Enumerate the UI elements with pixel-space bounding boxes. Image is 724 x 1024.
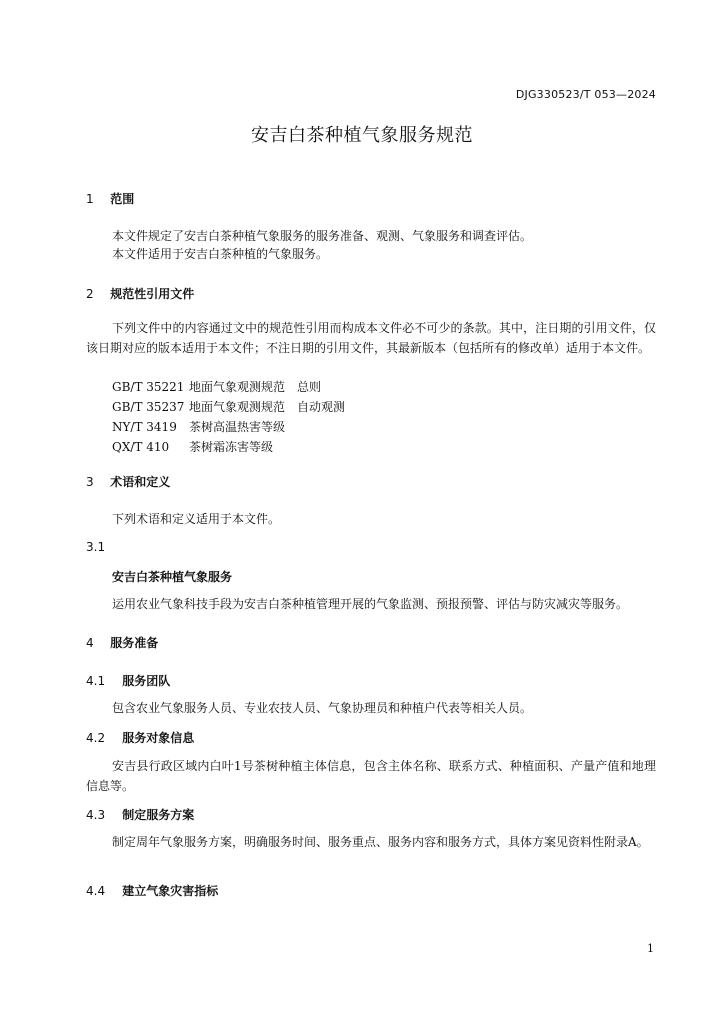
subsection-3-1-number: 3.1 bbox=[86, 540, 106, 554]
section-title: 范围 bbox=[110, 192, 135, 206]
section-number: 4 bbox=[86, 636, 94, 650]
subsection-4-3-heading bbox=[86, 806, 194, 823]
subsection-number: 4.1 bbox=[86, 674, 106, 688]
section-number: 1 bbox=[86, 192, 94, 206]
subsection-number: 4.4 bbox=[86, 884, 106, 898]
reference-title: 茶树霜冻害等级 bbox=[189, 440, 274, 454]
subsection-number: 4.3 bbox=[86, 808, 106, 822]
section-2-heading bbox=[86, 285, 194, 302]
reference-title: 茶树高温热害等级 bbox=[189, 420, 286, 434]
section-title: 术语和定义 bbox=[110, 475, 171, 489]
reference-item bbox=[112, 397, 345, 417]
section-2-paragraph-1: 下列文件中的内容通过文中的规范性引用而构成本文件必不可少的条款。其中，注日期的引用文件，仅该日期对应的版本适用于本文件；不注日期的引用文件，其最新版本（包括所有的修改单）适用于本文件。 bbox=[86, 321, 656, 355]
reference-item bbox=[112, 417, 345, 437]
subsection-title: 制定服务方案 bbox=[122, 808, 195, 822]
reference-item bbox=[112, 437, 345, 457]
section-1-paragraph-2: 本文件适用于安吉白茶种植的气象服务。 bbox=[112, 247, 329, 261]
subsection-4-4-heading bbox=[86, 882, 218, 899]
subsection-title: 服务团队 bbox=[122, 674, 171, 688]
section-3-paragraph-1: 下列术语和定义适用于本文件。 bbox=[112, 512, 281, 526]
section-4-heading bbox=[86, 634, 158, 651]
reference-code: NY/T 3419 bbox=[112, 420, 177, 434]
section-3-heading bbox=[86, 473, 170, 490]
subsection-title: 建立气象灾害指标 bbox=[122, 884, 219, 898]
section-title: 规范性引用文件 bbox=[110, 287, 195, 301]
subsection-4-3-paragraph: 制定周年气象服务方案，明确服务时间、服务重点、服务内容和服务方式，具体方案见资料性附录A。 bbox=[112, 835, 649, 849]
subsection-4-2-heading bbox=[86, 729, 194, 746]
reference-code: QX/T 410 bbox=[112, 440, 170, 454]
section-1-heading bbox=[86, 190, 134, 207]
section-number: 3 bbox=[86, 475, 94, 489]
document-code: DJG330523/T 053—2024 bbox=[515, 88, 656, 101]
reference-code: GB/T 35221 bbox=[112, 380, 185, 394]
subsection-title: 服务对象信息 bbox=[122, 731, 195, 745]
document-title: 安吉白茶种植气象服务规范 bbox=[251, 125, 473, 146]
reference-code: GB/T 35237 bbox=[112, 400, 185, 414]
normative-references-list bbox=[112, 377, 345, 457]
section-title: 服务准备 bbox=[110, 636, 159, 650]
section-1-paragraph-1: 本文件规定了安吉白茶种植气象服务的服务准备、观测、气象服务和调查评估。 bbox=[112, 229, 533, 243]
subsection-4-1-paragraph: 包含农业气象服务人员、专业农技人员、气象协理员和种植户代表等相关人员。 bbox=[112, 701, 533, 715]
reference-title: 地面气象观测规范 总则 bbox=[189, 380, 322, 394]
reference-item bbox=[112, 377, 345, 397]
term-definition: 运用农业气象科技手段为安吉白茶种植管理开展的气象监测、预报预警、评估与防灾减灾等服务。 bbox=[112, 597, 629, 611]
reference-title: 地面气象观测规范 自动观测 bbox=[189, 400, 346, 414]
subsection-number: 4.2 bbox=[86, 731, 106, 745]
page-number: 1 bbox=[647, 942, 654, 955]
term-heading: 安吉白茶种植气象服务 bbox=[112, 570, 233, 584]
section-number: 2 bbox=[86, 287, 94, 301]
subsection-4-2-paragraph: 安吉县行政区域内白叶1号茶树种植主体信息，包含主体名称、联系方式、种植面积、产量产值和地理信息等。 bbox=[86, 759, 656, 793]
subsection-4-1-heading bbox=[86, 672, 170, 689]
